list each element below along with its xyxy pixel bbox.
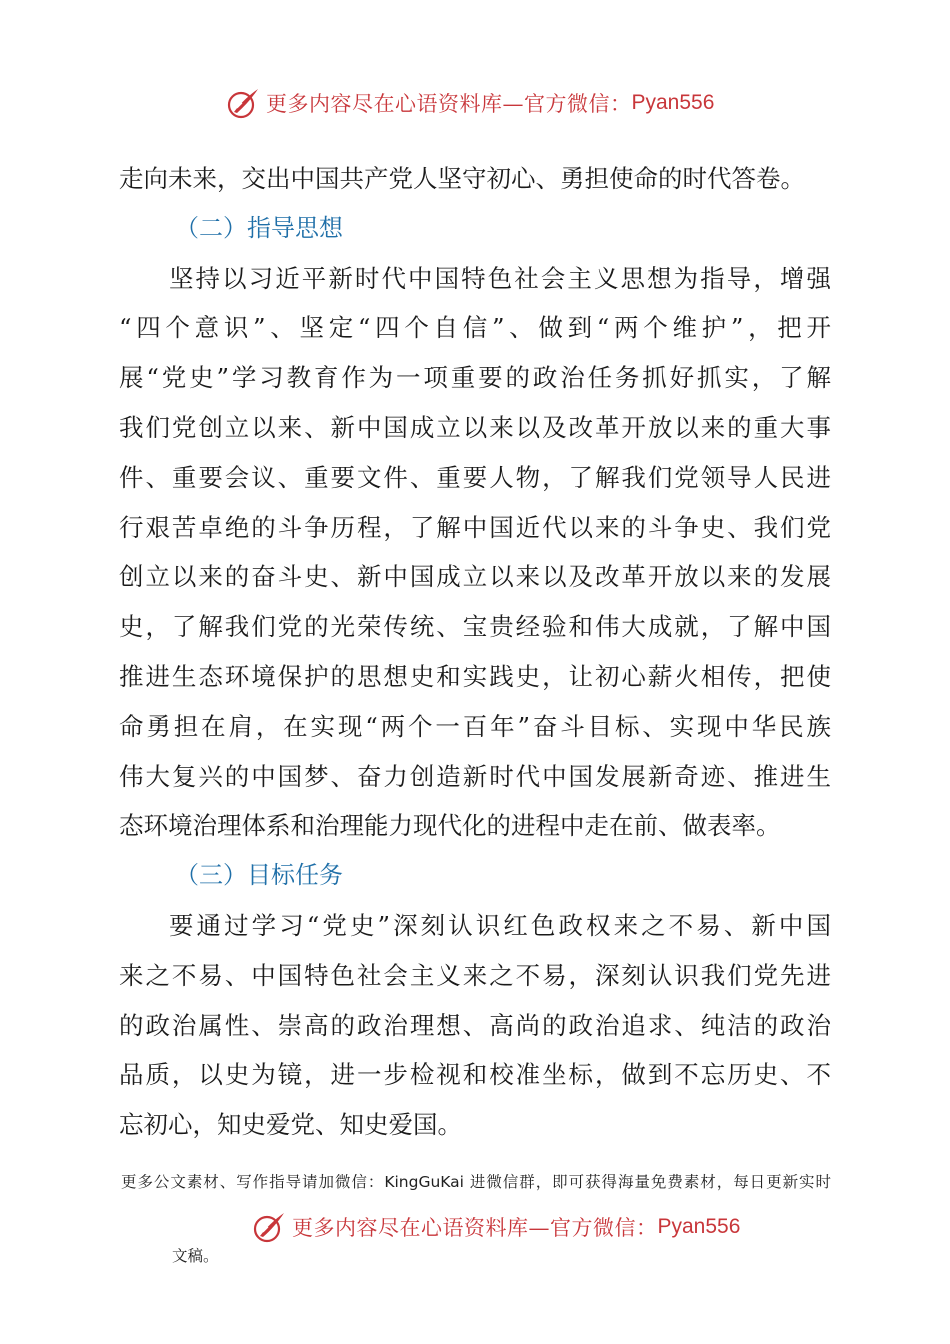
footer-note: 更多公文素材、写作指导请加微信：KingGuKai 进微信群，即可获得海量免费素材，每日更新实时 (121, 1173, 831, 1191)
paragraph-line: 要通过学习“党史”深刻认识红色政权来之不易、新中国 (169, 910, 831, 940)
paragraph-line: 忘初心，知史爱党、知史爱国。 (119, 1110, 462, 1140)
paragraph-line: 命勇担在肩，在实现“两个一百年”奋斗目标、实现中华民族 (119, 711, 831, 741)
paragraph-line: 走向未来，交出中国共产党人坚守初心、勇担使命的时代答卷。 (119, 164, 805, 193)
section-heading-goals-tasks: （三）目标任务 (175, 861, 343, 890)
paragraph-line: 我们党创立以来、新中国成立以来以及改革开放以来的重大事 (119, 412, 831, 442)
paragraph-line: 推进生态环境保护的思想史和实践史，让初心薪火相传，把使 (119, 661, 831, 691)
watermark-text: 更多内容尽在心语资料库—官方微信： (292, 1216, 658, 1240)
paragraph-line: 展“党史”学习教育作为一项重要的政治任务抓好抓实，了解 (119, 363, 831, 393)
quill-seal-icon (226, 86, 260, 120)
paragraph-line: 行艰苦卓绝的斗争历程，了解中国近代以来的斗争史、我们党 (119, 512, 831, 542)
footer-tail: 文稿。 (172, 1247, 219, 1265)
watermark-brand: Pyan556 (631, 91, 715, 114)
paragraph-line: 创立以来的奋斗史、新中国成立以来以及改革开放以来的发展 (119, 562, 831, 592)
paragraph-line: 坚持以习近平新时代中国特色社会主义思想为指导，增强 (169, 263, 831, 293)
paragraph-line: “四个意识”、坚定“四个自信”、做到“两个维护”，把开 (119, 313, 831, 343)
watermark-text: 更多内容尽在心语资料库—官方微信： (266, 92, 632, 116)
paragraph-line: 来之不易、中国特色社会主义来之不易，深刻认识我们党先进 (119, 960, 831, 990)
paragraph-line: 的政治属性、崇高的政治理想、高尚的政治追求、纯洁的政治 (119, 1010, 831, 1040)
document-body (119, 154, 831, 1150)
watermark-bottom (252, 1210, 740, 1244)
watermark-brand: Pyan556 (657, 1215, 741, 1238)
paragraph-line: 伟大复兴的中国梦、奋力创造新时代中国发展新奇迹、推进生 (119, 761, 831, 791)
paragraph-line: 件、重要会议、重要文件、重要人物，了解我们党领导人民进 (119, 462, 831, 492)
paragraph-line: 史，了解我们党的光荣传统、宝贵经验和伟大成就，了解中国 (119, 612, 831, 642)
section-heading-guiding-ideology: （二）指导思想 (175, 213, 343, 242)
paragraph-line: 态环境治理体系和治理能力现代化的进程中走在前、做表率。 (119, 811, 781, 841)
quill-seal-icon (252, 1210, 286, 1244)
paragraph-line: 品质，以史为镜，进一步检视和校准坐标，做到不忘历史、不 (119, 1060, 831, 1090)
watermark-top (226, 86, 714, 120)
